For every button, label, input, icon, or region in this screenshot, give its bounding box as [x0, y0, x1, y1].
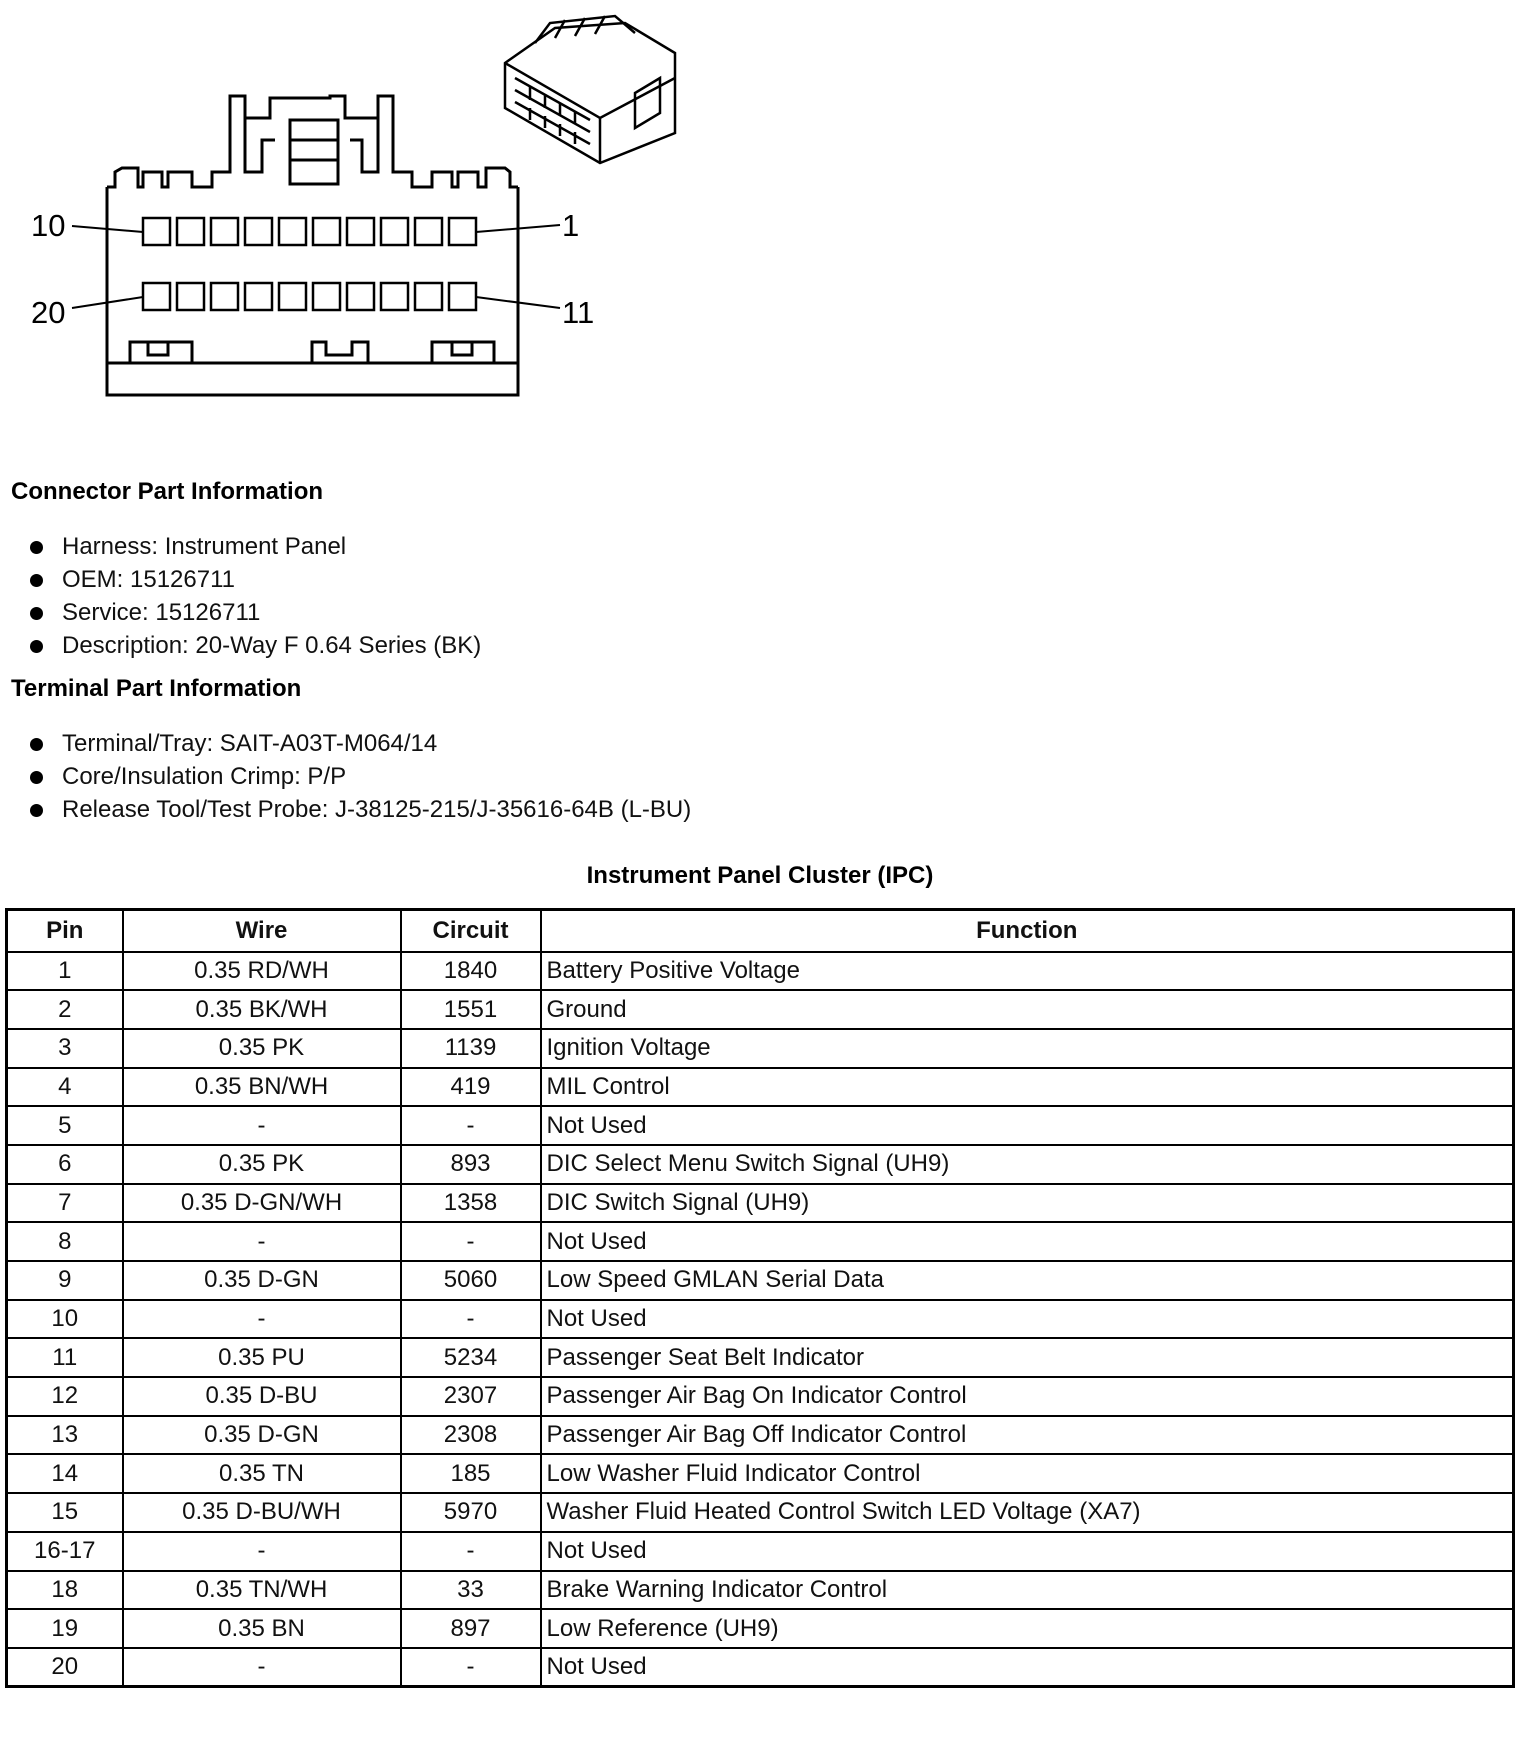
cell-circuit: 1840 [401, 952, 541, 991]
cell-wire: - [123, 1106, 401, 1145]
cell-circuit: 1551 [401, 990, 541, 1029]
table-row [7, 1184, 1514, 1223]
table-row [7, 1609, 1514, 1648]
table-row [7, 1300, 1514, 1339]
cell-pin: 3 [7, 1029, 123, 1068]
pin-label-10: 10 [31, 208, 66, 243]
cell-function: Brake Warning Indicator Control [541, 1571, 1514, 1610]
connector-3d-icon [495, 8, 695, 168]
cell-pin: 15 [7, 1493, 123, 1532]
table-row [7, 1261, 1514, 1300]
table-title: Instrument Panel Cluster (IPC) [586, 862, 934, 889]
cell-pin: 11 [7, 1338, 123, 1377]
cell-function: Low Reference (UH9) [541, 1609, 1514, 1648]
table-row [7, 1571, 1514, 1610]
cell-wire: - [123, 1222, 401, 1261]
cell-circuit: 893 [401, 1145, 541, 1184]
table-row [7, 1377, 1514, 1416]
terminal-info-title: Terminal Part Information [11, 675, 302, 702]
header-function: Function [541, 910, 1514, 952]
list-item: Harness: Instrument Panel [30, 530, 481, 563]
table-row [7, 1106, 1514, 1145]
pinout-table [5, 908, 1515, 1688]
cell-wire: 0.35 BK/WH [123, 990, 401, 1029]
cell-circuit: - [401, 1106, 541, 1145]
pin-label-1: 1 [562, 208, 580, 243]
cell-circuit: 2308 [401, 1416, 541, 1455]
header-circuit: Circuit [401, 910, 541, 952]
connector-info-list [30, 530, 481, 662]
cell-pin: 1 [7, 952, 123, 991]
cell-function: Ignition Voltage [541, 1029, 1514, 1068]
list-item: Release Tool/Test Probe: J-38125-215/J-35616-64B (L-BU) [30, 793, 691, 826]
cell-wire: 0.35 PK [123, 1029, 401, 1068]
table-row [7, 1454, 1514, 1493]
cell-wire: - [123, 1300, 401, 1339]
cell-pin: 5 [7, 1106, 123, 1145]
cell-wire: 0.35 D-GN/WH [123, 1184, 401, 1223]
cell-circuit: 185 [401, 1454, 541, 1493]
cell-wire: 0.35 D-GN [123, 1416, 401, 1455]
header-pin: Pin [7, 910, 123, 952]
cell-function: Not Used [541, 1532, 1514, 1571]
cell-function: Low Speed GMLAN Serial Data [541, 1261, 1514, 1300]
cell-pin: 6 [7, 1145, 123, 1184]
cell-wire: - [123, 1648, 401, 1687]
table-row [7, 1532, 1514, 1571]
cell-circuit: 5234 [401, 1338, 541, 1377]
cell-wire: 0.35 TN [123, 1454, 401, 1493]
cell-pin: 10 [7, 1300, 123, 1339]
cell-pin: 8 [7, 1222, 123, 1261]
list-item: Core/Insulation Crimp: P/P [30, 760, 691, 793]
pin-label-20: 20 [31, 295, 66, 330]
cell-function: Passenger Air Bag On Indicator Control [541, 1377, 1514, 1416]
cell-wire: 0.35 PK [123, 1145, 401, 1184]
cell-function: MIL Control [541, 1068, 1514, 1107]
pin-label-11: 11 [562, 295, 595, 330]
list-item: Terminal/Tray: SAIT-A03T-M064/14 [30, 727, 691, 760]
cell-circuit: - [401, 1648, 541, 1687]
cell-pin: 2 [7, 990, 123, 1029]
cell-function: Battery Positive Voltage [541, 952, 1514, 991]
cell-circuit: 5060 [401, 1261, 541, 1300]
cell-circuit: - [401, 1300, 541, 1339]
cell-wire: 0.35 BN/WH [123, 1068, 401, 1107]
cell-wire: - [123, 1532, 401, 1571]
cell-circuit: 33 [401, 1571, 541, 1610]
cell-wire: 0.35 D-BU/WH [123, 1493, 401, 1532]
cell-wire: 0.35 D-BU [123, 1377, 401, 1416]
cell-wire: 0.35 PU [123, 1338, 401, 1377]
connector-diagram [0, 0, 720, 420]
cell-pin: 18 [7, 1571, 123, 1610]
table-row [7, 1029, 1514, 1068]
cell-pin: 7 [7, 1184, 123, 1223]
table-row [7, 1338, 1514, 1377]
cell-wire: 0.35 BN [123, 1609, 401, 1648]
cell-function: Not Used [541, 1222, 1514, 1261]
cell-wire: 0.35 TN/WH [123, 1571, 401, 1610]
cell-function: Not Used [541, 1648, 1514, 1687]
cell-function: Passenger Seat Belt Indicator [541, 1338, 1514, 1377]
cell-circuit: 897 [401, 1609, 541, 1648]
cell-wire: 0.35 RD/WH [123, 952, 401, 991]
table-row [7, 990, 1514, 1029]
cell-function: Not Used [541, 1300, 1514, 1339]
cell-circuit: 419 [401, 1068, 541, 1107]
table-row [7, 1493, 1514, 1532]
table-row [7, 1416, 1514, 1455]
table-body [7, 952, 1514, 1687]
list-item: Description: 20-Way F 0.64 Series (BK) [30, 629, 481, 662]
table-row [7, 1068, 1514, 1107]
cell-circuit: - [401, 1222, 541, 1261]
cell-pin: 14 [7, 1454, 123, 1493]
table-row [7, 1145, 1514, 1184]
cell-function: Low Washer Fluid Indicator Control [541, 1454, 1514, 1493]
table-header-row [7, 910, 1514, 952]
cell-pin: 16-17 [7, 1532, 123, 1571]
cell-wire: 0.35 D-GN [123, 1261, 401, 1300]
connector-info-title: Connector Part Information [11, 478, 324, 505]
cell-pin: 9 [7, 1261, 123, 1300]
cell-circuit: 1358 [401, 1184, 541, 1223]
cell-circuit: 1139 [401, 1029, 541, 1068]
cell-pin: 12 [7, 1377, 123, 1416]
cell-circuit: - [401, 1532, 541, 1571]
cell-function: DIC Switch Signal (UH9) [541, 1184, 1514, 1223]
cell-pin: 19 [7, 1609, 123, 1648]
cell-function: Ground [541, 990, 1514, 1029]
cell-pin: 20 [7, 1648, 123, 1687]
terminal-info-list [30, 727, 691, 826]
cell-pin: 13 [7, 1416, 123, 1455]
cell-function: Passenger Air Bag Off Indicator Control [541, 1416, 1514, 1455]
cell-function: DIC Select Menu Switch Signal (UH9) [541, 1145, 1514, 1184]
cell-pin: 4 [7, 1068, 123, 1107]
list-item: Service: 15126711 [30, 596, 481, 629]
table-row [7, 952, 1514, 991]
cell-function: Washer Fluid Heated Control Switch LED Voltage (XA7) [541, 1493, 1514, 1532]
header-wire: Wire [123, 910, 401, 952]
table-row [7, 1222, 1514, 1261]
table-row [7, 1648, 1514, 1687]
cell-circuit: 2307 [401, 1377, 541, 1416]
cell-circuit: 5970 [401, 1493, 541, 1532]
cell-function: Not Used [541, 1106, 1514, 1145]
list-item: OEM: 15126711 [30, 563, 481, 596]
